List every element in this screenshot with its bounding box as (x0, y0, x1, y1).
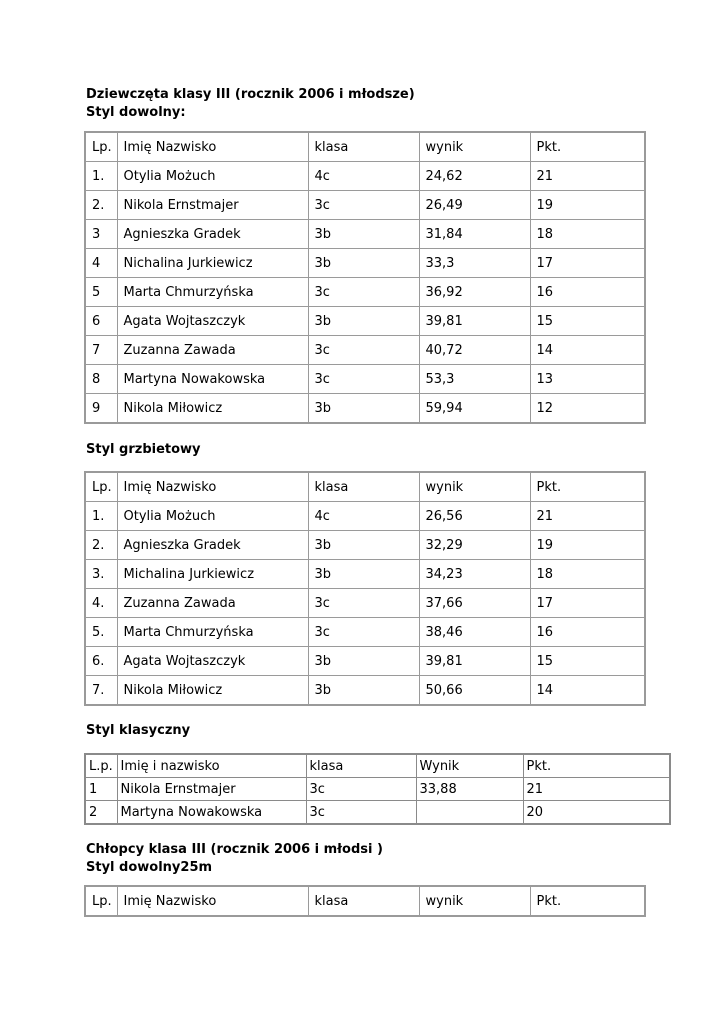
cell-name: Michalina Jurkiewicz (117, 560, 308, 589)
cell-lp: 7 (85, 336, 117, 365)
header-name: Imię Nazwisko (117, 886, 308, 916)
cell-class: 3b (308, 220, 419, 249)
cell-class: 3b (308, 394, 419, 424)
table-row (85, 278, 645, 307)
header-result: wynik (419, 472, 530, 502)
cell-name: Nikola Miłowicz (117, 394, 308, 424)
cell-points: 21 (523, 778, 670, 801)
cell-name: Marta Chmurzyńska (117, 278, 308, 307)
section-4-subtitle: Styl dowolny25m (86, 860, 213, 875)
cell-result: 38,46 (419, 618, 530, 647)
cell-lp: 2 (85, 801, 117, 825)
cell-class: 3b (308, 531, 419, 560)
header-class: klasa (306, 754, 416, 778)
cell-name: Martyna Nowakowska (117, 801, 306, 825)
cell-points: 21 (530, 502, 645, 531)
table-row (85, 394, 645, 424)
cell-name: Nikola Miłowicz (117, 676, 308, 706)
header-points: Pkt. (530, 886, 645, 916)
cell-lp: 9 (85, 394, 117, 424)
cell-lp: 4. (85, 589, 117, 618)
cell-class: 3c (308, 618, 419, 647)
cell-class: 3b (308, 647, 419, 676)
cell-points: 16 (530, 278, 645, 307)
cell-name: Agata Wojtaszczyk (117, 307, 308, 336)
cell-name: Otylia Możuch (117, 502, 308, 531)
cell-name: Zuzanna Zawada (117, 589, 308, 618)
table-header-row (85, 472, 645, 502)
header-class: klasa (308, 132, 419, 162)
header-name: Imię i nazwisko (117, 754, 306, 778)
header-lp: Lp. (85, 132, 117, 162)
table-row (85, 531, 645, 560)
cell-points: 18 (530, 220, 645, 249)
cell-class: 3c (308, 589, 419, 618)
table-header-row (85, 754, 670, 778)
table-row (85, 336, 645, 365)
header-points: Pkt. (523, 754, 670, 778)
cell-result: 39,81 (419, 647, 530, 676)
cell-class: 3c (308, 336, 419, 365)
table-row (85, 162, 645, 191)
cell-lp: 3 (85, 220, 117, 249)
header-class: klasa (308, 472, 419, 502)
header-lp: Lp. (85, 886, 117, 916)
cell-result: 40,72 (419, 336, 530, 365)
header-result: wynik (419, 886, 530, 916)
cell-result: 36,92 (419, 278, 530, 307)
cell-class: 4c (308, 502, 419, 531)
header-lp: L.p. (85, 754, 117, 778)
cell-class: 3b (308, 249, 419, 278)
cell-lp: 3. (85, 560, 117, 589)
cell-points: 18 (530, 560, 645, 589)
table-row (85, 249, 645, 278)
cell-points: 15 (530, 647, 645, 676)
cell-points: 17 (530, 249, 645, 278)
table-row (85, 589, 645, 618)
cell-class: 3c (306, 778, 416, 801)
cell-result: 26,56 (419, 502, 530, 531)
cell-points: 15 (530, 307, 645, 336)
cell-class: 3c (308, 365, 419, 394)
cell-result: 33,3 (419, 249, 530, 278)
cell-points: 14 (530, 676, 645, 706)
cell-result (416, 801, 523, 825)
cell-result: 26,49 (419, 191, 530, 220)
cell-lp: 8 (85, 365, 117, 394)
table-header-row (85, 886, 645, 916)
cell-points: 19 (530, 531, 645, 560)
cell-result: 34,23 (419, 560, 530, 589)
table-row (85, 502, 645, 531)
cell-lp: 6. (85, 647, 117, 676)
cell-name: Agnieszka Gradek (117, 220, 308, 249)
cell-result: 59,94 (419, 394, 530, 424)
cell-points: 19 (530, 191, 645, 220)
header-result: wynik (419, 132, 530, 162)
table-row (85, 365, 645, 394)
cell-name: Agata Wojtaszczyk (117, 647, 308, 676)
cell-class: 3b (308, 307, 419, 336)
cell-name: Nichalina Jurkiewicz (117, 249, 308, 278)
breaststroke-girls-table (84, 753, 671, 825)
header-name: Imię Nazwisko (117, 132, 308, 162)
cell-result: 39,81 (419, 307, 530, 336)
cell-name: Marta Chmurzyńska (117, 618, 308, 647)
section-4-title: Chłopcy klasa III (rocznik 2006 i młodsi ) (86, 842, 383, 857)
cell-lp: 1 (85, 778, 117, 801)
cell-name: Nikola Ernstmajer (117, 778, 306, 801)
cell-lp: 1. (85, 162, 117, 191)
cell-class: 3c (308, 191, 419, 220)
cell-result: 33,88 (416, 778, 523, 801)
cell-result: 37,66 (419, 589, 530, 618)
cell-class: 4c (308, 162, 419, 191)
section-2-title: Styl grzbietowy (86, 442, 201, 457)
table-row (85, 220, 645, 249)
cell-class: 3b (308, 560, 419, 589)
cell-points: 21 (530, 162, 645, 191)
cell-points: 20 (523, 801, 670, 825)
backstroke-girls-table (84, 471, 646, 706)
cell-name: Agnieszka Gradek (117, 531, 308, 560)
table-row (85, 778, 670, 801)
table-row (85, 676, 645, 706)
cell-lp: 5 (85, 278, 117, 307)
freestyle-girls-table (84, 131, 646, 424)
cell-points: 13 (530, 365, 645, 394)
header-result: Wynik (416, 754, 523, 778)
cell-lp: 5. (85, 618, 117, 647)
cell-points: 14 (530, 336, 645, 365)
cell-lp: 2. (85, 531, 117, 560)
table-row (85, 647, 645, 676)
cell-name: Zuzanna Zawada (117, 336, 308, 365)
cell-result: 32,29 (419, 531, 530, 560)
cell-lp: 7. (85, 676, 117, 706)
cell-class: 3b (308, 676, 419, 706)
header-lp: Lp. (85, 472, 117, 502)
cell-lp: 4 (85, 249, 117, 278)
table-row (85, 560, 645, 589)
cell-lp: 2. (85, 191, 117, 220)
section-1-subtitle: Styl dowolny: (86, 105, 186, 120)
cell-result: 24,62 (419, 162, 530, 191)
cell-points: 16 (530, 618, 645, 647)
table-row (85, 801, 670, 825)
cell-class: 3c (308, 278, 419, 307)
table-row (85, 307, 645, 336)
section-3-title: Styl klasyczny (86, 723, 191, 738)
cell-class: 3c (306, 801, 416, 825)
cell-lp: 1. (85, 502, 117, 531)
cell-lp: 6 (85, 307, 117, 336)
header-points: Pkt. (530, 472, 645, 502)
table-header-row (85, 132, 645, 162)
table-row (85, 618, 645, 647)
cell-name: Martyna Nowakowska (117, 365, 308, 394)
cell-name: Otylia Możuch (117, 162, 308, 191)
header-class: klasa (308, 886, 419, 916)
cell-result: 31,84 (419, 220, 530, 249)
cell-result: 50,66 (419, 676, 530, 706)
cell-points: 17 (530, 589, 645, 618)
header-points: Pkt. (530, 132, 645, 162)
cell-points: 12 (530, 394, 645, 424)
cell-result: 53,3 (419, 365, 530, 394)
header-name: Imię Nazwisko (117, 472, 308, 502)
freestyle-boys-table (84, 885, 646, 917)
section-1-title: Dziewczęta klasy III (rocznik 2006 i młodsze) (86, 87, 415, 102)
cell-name: Nikola Ernstmajer (117, 191, 308, 220)
table-row (85, 191, 645, 220)
